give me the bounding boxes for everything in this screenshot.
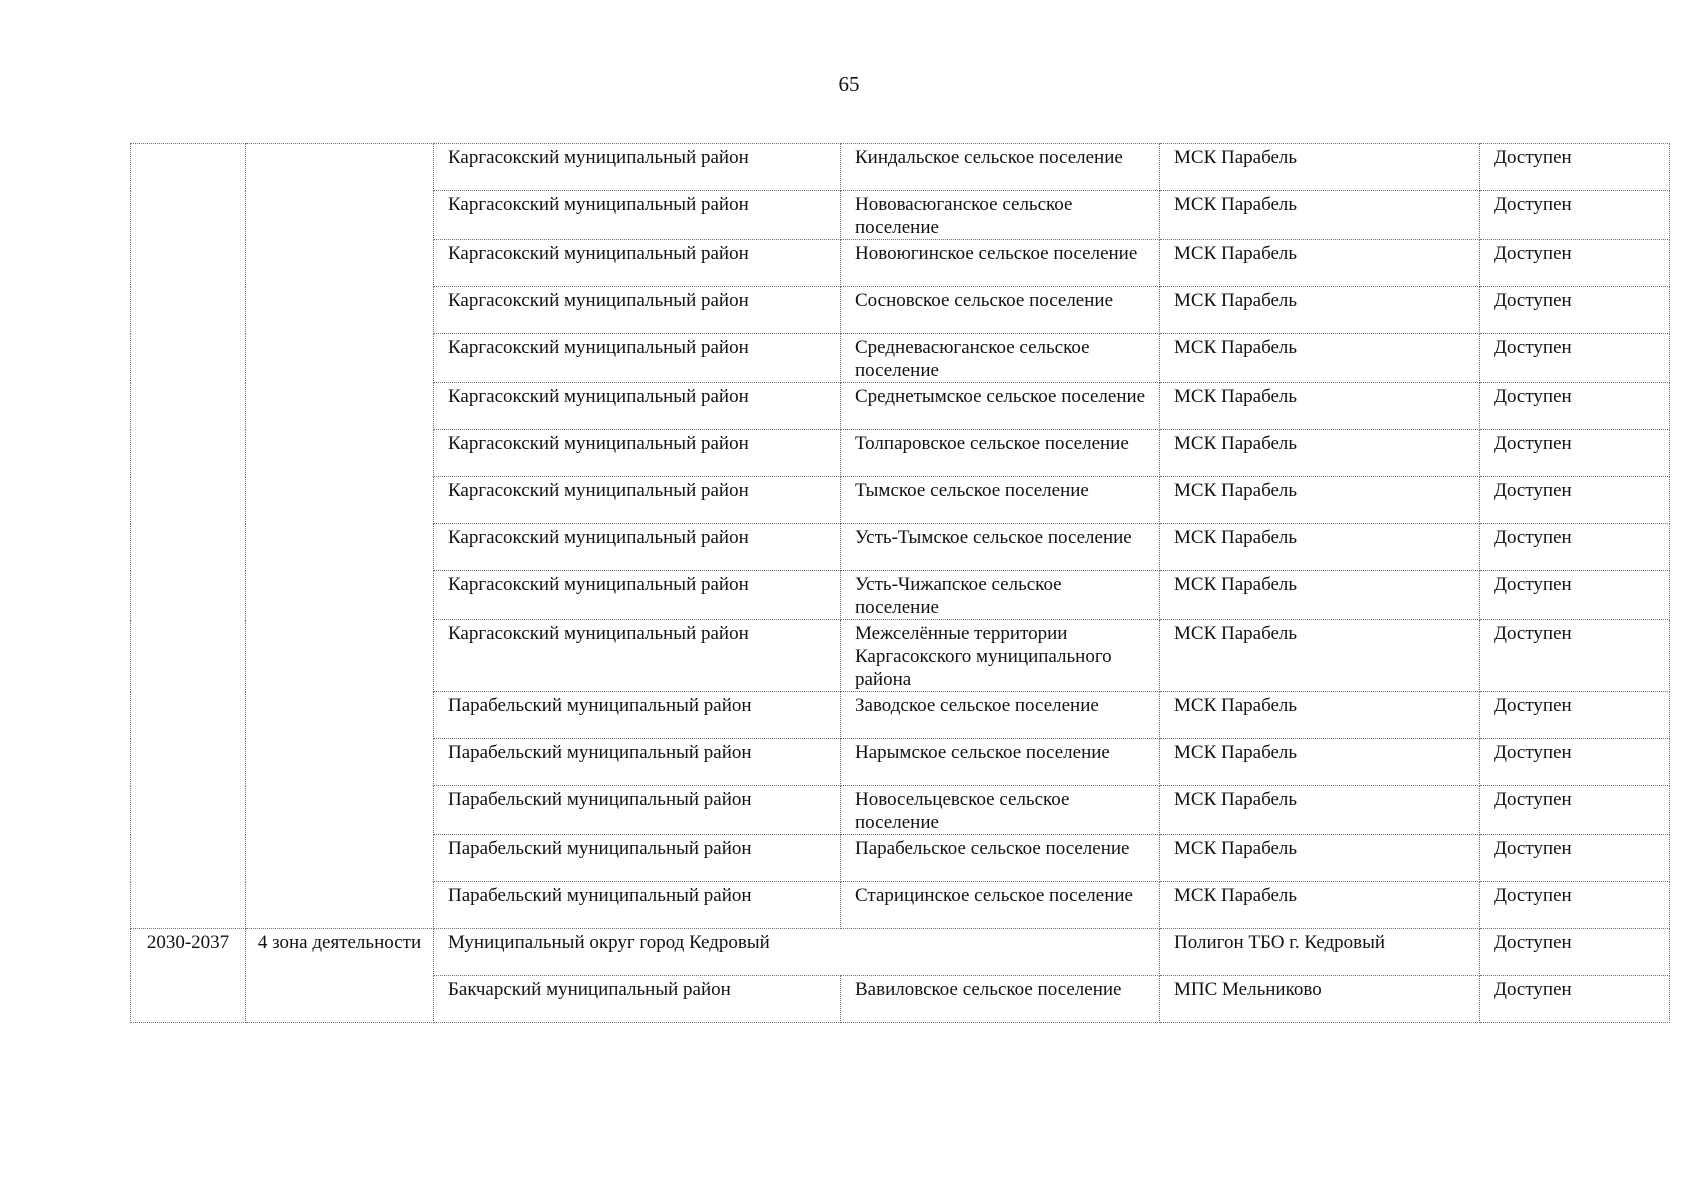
zone-cell: 4 зона деятельности <box>246 929 434 1023</box>
facility-cell: МСК Парабель <box>1160 786 1480 835</box>
status-cell: Доступен <box>1480 692 1670 739</box>
status-cell: Доступен <box>1480 976 1670 1023</box>
facility-cell: МСК Парабель <box>1160 739 1480 786</box>
facility-cell: МСК Парабель <box>1160 144 1480 191</box>
page-number: 65 <box>838 72 860 96</box>
status-cell: Доступен <box>1480 835 1670 882</box>
facility-cell: МСК Парабель <box>1160 191 1480 240</box>
facility-cell: МСК Парабель <box>1160 477 1480 524</box>
facility-cell: МСК Парабель <box>1160 383 1480 430</box>
period-cell: 2030-2037 <box>131 929 246 1023</box>
settlement-cell: Среднетымское сельское поселение <box>841 383 1160 430</box>
municipality-cell: Муниципальный округ город Кедровый <box>434 929 1160 976</box>
settlement-cell: Нововасюганское сельское поселение <box>841 191 1160 240</box>
district-cell: Каргасокский муниципальный район <box>434 430 841 477</box>
settlement-cell: Старицинское сельское поселение <box>841 882 1160 929</box>
settlement-cell: Вавиловское сельское поселение <box>841 976 1160 1023</box>
facility-cell: МСК Парабель <box>1160 430 1480 477</box>
facility-cell: МСК Парабель <box>1160 620 1480 692</box>
settlement-cell: Сосновское сельское поселение <box>841 287 1160 334</box>
status-cell: Доступен <box>1480 477 1670 524</box>
district-cell: Каргасокский муниципальный район <box>434 571 841 620</box>
status-cell: Доступен <box>1480 430 1670 477</box>
status-cell: Доступен <box>1480 240 1670 287</box>
district-cell: Парабельский муниципальный район <box>434 882 841 929</box>
district-cell: Каргасокский муниципальный район <box>434 620 841 692</box>
status-cell: Доступен <box>1480 334 1670 383</box>
status-cell: Доступен <box>1480 383 1670 430</box>
service-zone-table <box>130 143 1670 1023</box>
facility-cell: МСК Парабель <box>1160 287 1480 334</box>
facility-cell: МСК Парабель <box>1160 692 1480 739</box>
district-cell: Бакчарский муниципальный район <box>434 976 841 1023</box>
settlement-cell: Усть-Тымское сельское поселение <box>841 524 1160 571</box>
settlement-cell: Средневасюганское сельское поселение <box>841 334 1160 383</box>
district-cell: Каргасокский муниципальный район <box>434 524 841 571</box>
settlement-cell: Тымское сельское поселение <box>841 477 1160 524</box>
district-cell: Каргасокский муниципальный район <box>434 287 841 334</box>
facility-cell: МСК Парабель <box>1160 524 1480 571</box>
status-cell: Доступен <box>1480 144 1670 191</box>
period-cell-continued <box>131 144 246 929</box>
settlement-cell: Усть-Чижапское сельское поселение <box>841 571 1160 620</box>
facility-cell: МСК Парабель <box>1160 571 1480 620</box>
settlement-cell: Нарымское сельское поселение <box>841 739 1160 786</box>
district-cell: Каргасокский муниципальный район <box>434 191 841 240</box>
facility-cell: МПС Мельниково <box>1160 976 1480 1023</box>
status-cell: Доступен <box>1480 524 1670 571</box>
settlement-cell: Киндальское сельское поселение <box>841 144 1160 191</box>
status-cell: Доступен <box>1480 620 1670 692</box>
status-cell: Доступен <box>1480 571 1670 620</box>
status-cell: Доступен <box>1480 287 1670 334</box>
settlement-cell: Новоюгинское сельское поселение <box>841 240 1160 287</box>
facility-cell: МСК Парабель <box>1160 240 1480 287</box>
settlement-cell: Новосельцевское сельское поселение <box>841 786 1160 835</box>
table-row <box>131 929 1670 976</box>
status-cell: Доступен <box>1480 739 1670 786</box>
status-cell: Доступен <box>1480 786 1670 835</box>
facility-cell: Полигон ТБО г. Кедровый <box>1160 929 1480 976</box>
district-cell: Парабельский муниципальный район <box>434 835 841 882</box>
settlement-cell: Толпаровское сельское поселение <box>841 430 1160 477</box>
zone-cell-continued <box>246 144 434 929</box>
table-row <box>131 144 1670 191</box>
facility-cell: МСК Парабель <box>1160 882 1480 929</box>
district-cell: Парабельский муниципальный район <box>434 786 841 835</box>
district-cell: Каргасокский муниципальный район <box>434 383 841 430</box>
settlement-cell: Парабельское сельское поселение <box>841 835 1160 882</box>
district-cell: Каргасокский муниципальный район <box>434 144 841 191</box>
status-cell: Доступен <box>1480 929 1670 976</box>
settlement-cell: Заводское сельское поселение <box>841 692 1160 739</box>
status-cell: Доступен <box>1480 882 1670 929</box>
district-cell: Парабельский муниципальный район <box>434 692 841 739</box>
district-cell: Парабельский муниципальный район <box>434 739 841 786</box>
status-cell: Доступен <box>1480 191 1670 240</box>
district-cell: Каргасокский муниципальный район <box>434 240 841 287</box>
settlement-cell: Межселённые территории Каргасокского муниципального района <box>841 620 1160 692</box>
facility-cell: МСК Парабель <box>1160 334 1480 383</box>
district-cell: Каргасокский муниципальный район <box>434 477 841 524</box>
district-cell: Каргасокский муниципальный район <box>434 334 841 383</box>
facility-cell: МСК Парабель <box>1160 835 1480 882</box>
